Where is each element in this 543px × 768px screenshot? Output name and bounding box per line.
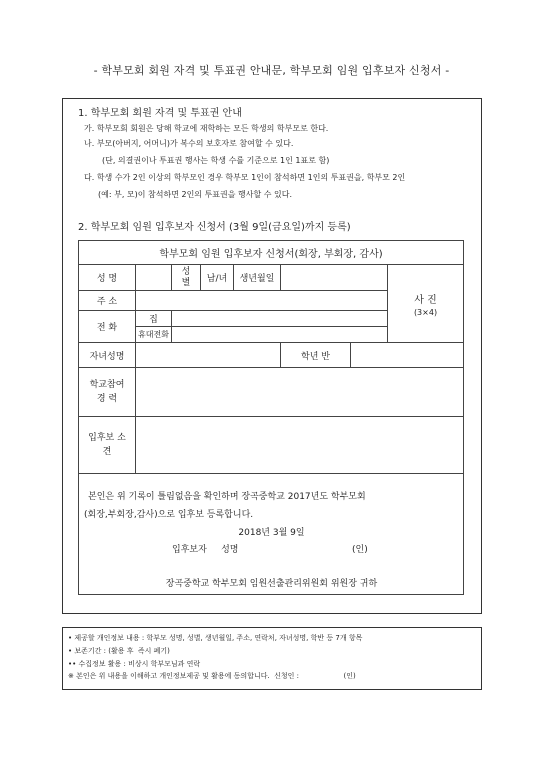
career-field[interactable] xyxy=(136,368,464,417)
home-phone-field[interactable] xyxy=(172,311,388,327)
address-field[interactable] xyxy=(136,291,388,311)
child-name-label: 자녀성명 xyxy=(79,343,136,368)
child-name-field[interactable] xyxy=(136,343,281,368)
statement-field[interactable] xyxy=(136,417,464,474)
applicant-name-label: 입후보자 성명 xyxy=(172,545,239,555)
privacy-note: •• 수집정보 활용 : 비상시 학부모님과 연락 xyxy=(68,660,201,668)
name-field[interactable] xyxy=(136,265,172,291)
birth-label: 생년월일 xyxy=(234,265,281,291)
privacy-consent: ※ 본인은 위 내용을 이해하고 개인정보제공 및 활용에 동의합니다. 신청인 : (인) xyxy=(68,672,356,680)
candidate-form-table xyxy=(78,240,464,595)
section1-line: 나. 부모(아버지, 어머니)가 복수의 보호자로 참여할 수 있다. xyxy=(84,139,294,148)
photo-box[interactable] xyxy=(388,265,464,343)
form-header: 학부모회 임원 입후보자 신청서(회장, 부회장, 감사) xyxy=(79,241,464,265)
statement-label: 입후보 소 견 xyxy=(79,417,136,474)
photo-size: (3×4) xyxy=(413,307,438,317)
phone-label: 전 화 xyxy=(79,311,136,343)
page-title: - 학부모회 회원 자격 및 투표권 안내문, 학부모회 임원 입후보자 신청서 - xyxy=(93,64,450,77)
seal-mark: (인) xyxy=(352,545,368,555)
section2-heading: 2. 학부모회 임원 입후보자 신청서 (3월 9일(금요일)까지 등록) xyxy=(78,222,351,233)
name-label: 성 명 xyxy=(79,265,136,291)
gender-label: 성별 xyxy=(172,265,201,291)
birth-field[interactable] xyxy=(281,265,388,291)
section1-line: 가. 학부모회 회원은 당해 학교에 재학하는 모든 학생의 학부모로 한다. xyxy=(84,124,329,133)
career-label: 학교참여 경 력 xyxy=(79,368,136,417)
gender-value[interactable]: 남/녀 xyxy=(201,265,234,291)
declaration-line: (회장,부회장,감사)으로 입후보 등록합니다. xyxy=(84,510,254,520)
recipient-line: 장곡중학교 학부모회 임원선출관리위원회 위원장 귀하 xyxy=(165,579,378,589)
privacy-note: • 보존기간 : (활용 후 즉시 폐기) xyxy=(68,647,170,655)
declaration-line: 본인은 위 기록이 틀림없음을 확인하며 장곡중학교 2017년도 학부모회 xyxy=(88,492,366,502)
mobile-phone-label: 휴대전화 xyxy=(136,327,172,343)
grade-class-field[interactable] xyxy=(351,343,464,368)
section1-line: (단, 의결권이나 투표권 행사는 학생 수를 기준으로 1인 1표로 함) xyxy=(102,156,330,165)
section1-heading: 1. 학부모회 회원 자격 및 투표권 안내 xyxy=(78,108,242,119)
home-phone-label: 집 xyxy=(136,311,172,327)
mobile-phone-field[interactable] xyxy=(172,327,388,343)
photo-label: 사 진 xyxy=(414,294,437,306)
section1-line: 다. 학생 수가 2인 이상의 학부모인 경우 학부모 1인이 참석하면 1인의 투표권을, 학부모 2인 xyxy=(84,173,406,182)
section1-line: (예: 부, 모)이 참석하면 2인의 투표권을 행사할 수 있다. xyxy=(98,190,293,199)
privacy-note: • 제공할 개인정보 내용 : 학부모 성명, 성별, 생년월일, 주소, 연락처, 자녀성명, 학반 등 7개 항목 xyxy=(68,634,363,642)
address-label: 주 소 xyxy=(79,291,136,311)
grade-class-label: 학년 반 xyxy=(281,343,351,368)
declaration-date: 2018년 3월 9일 xyxy=(238,528,305,538)
